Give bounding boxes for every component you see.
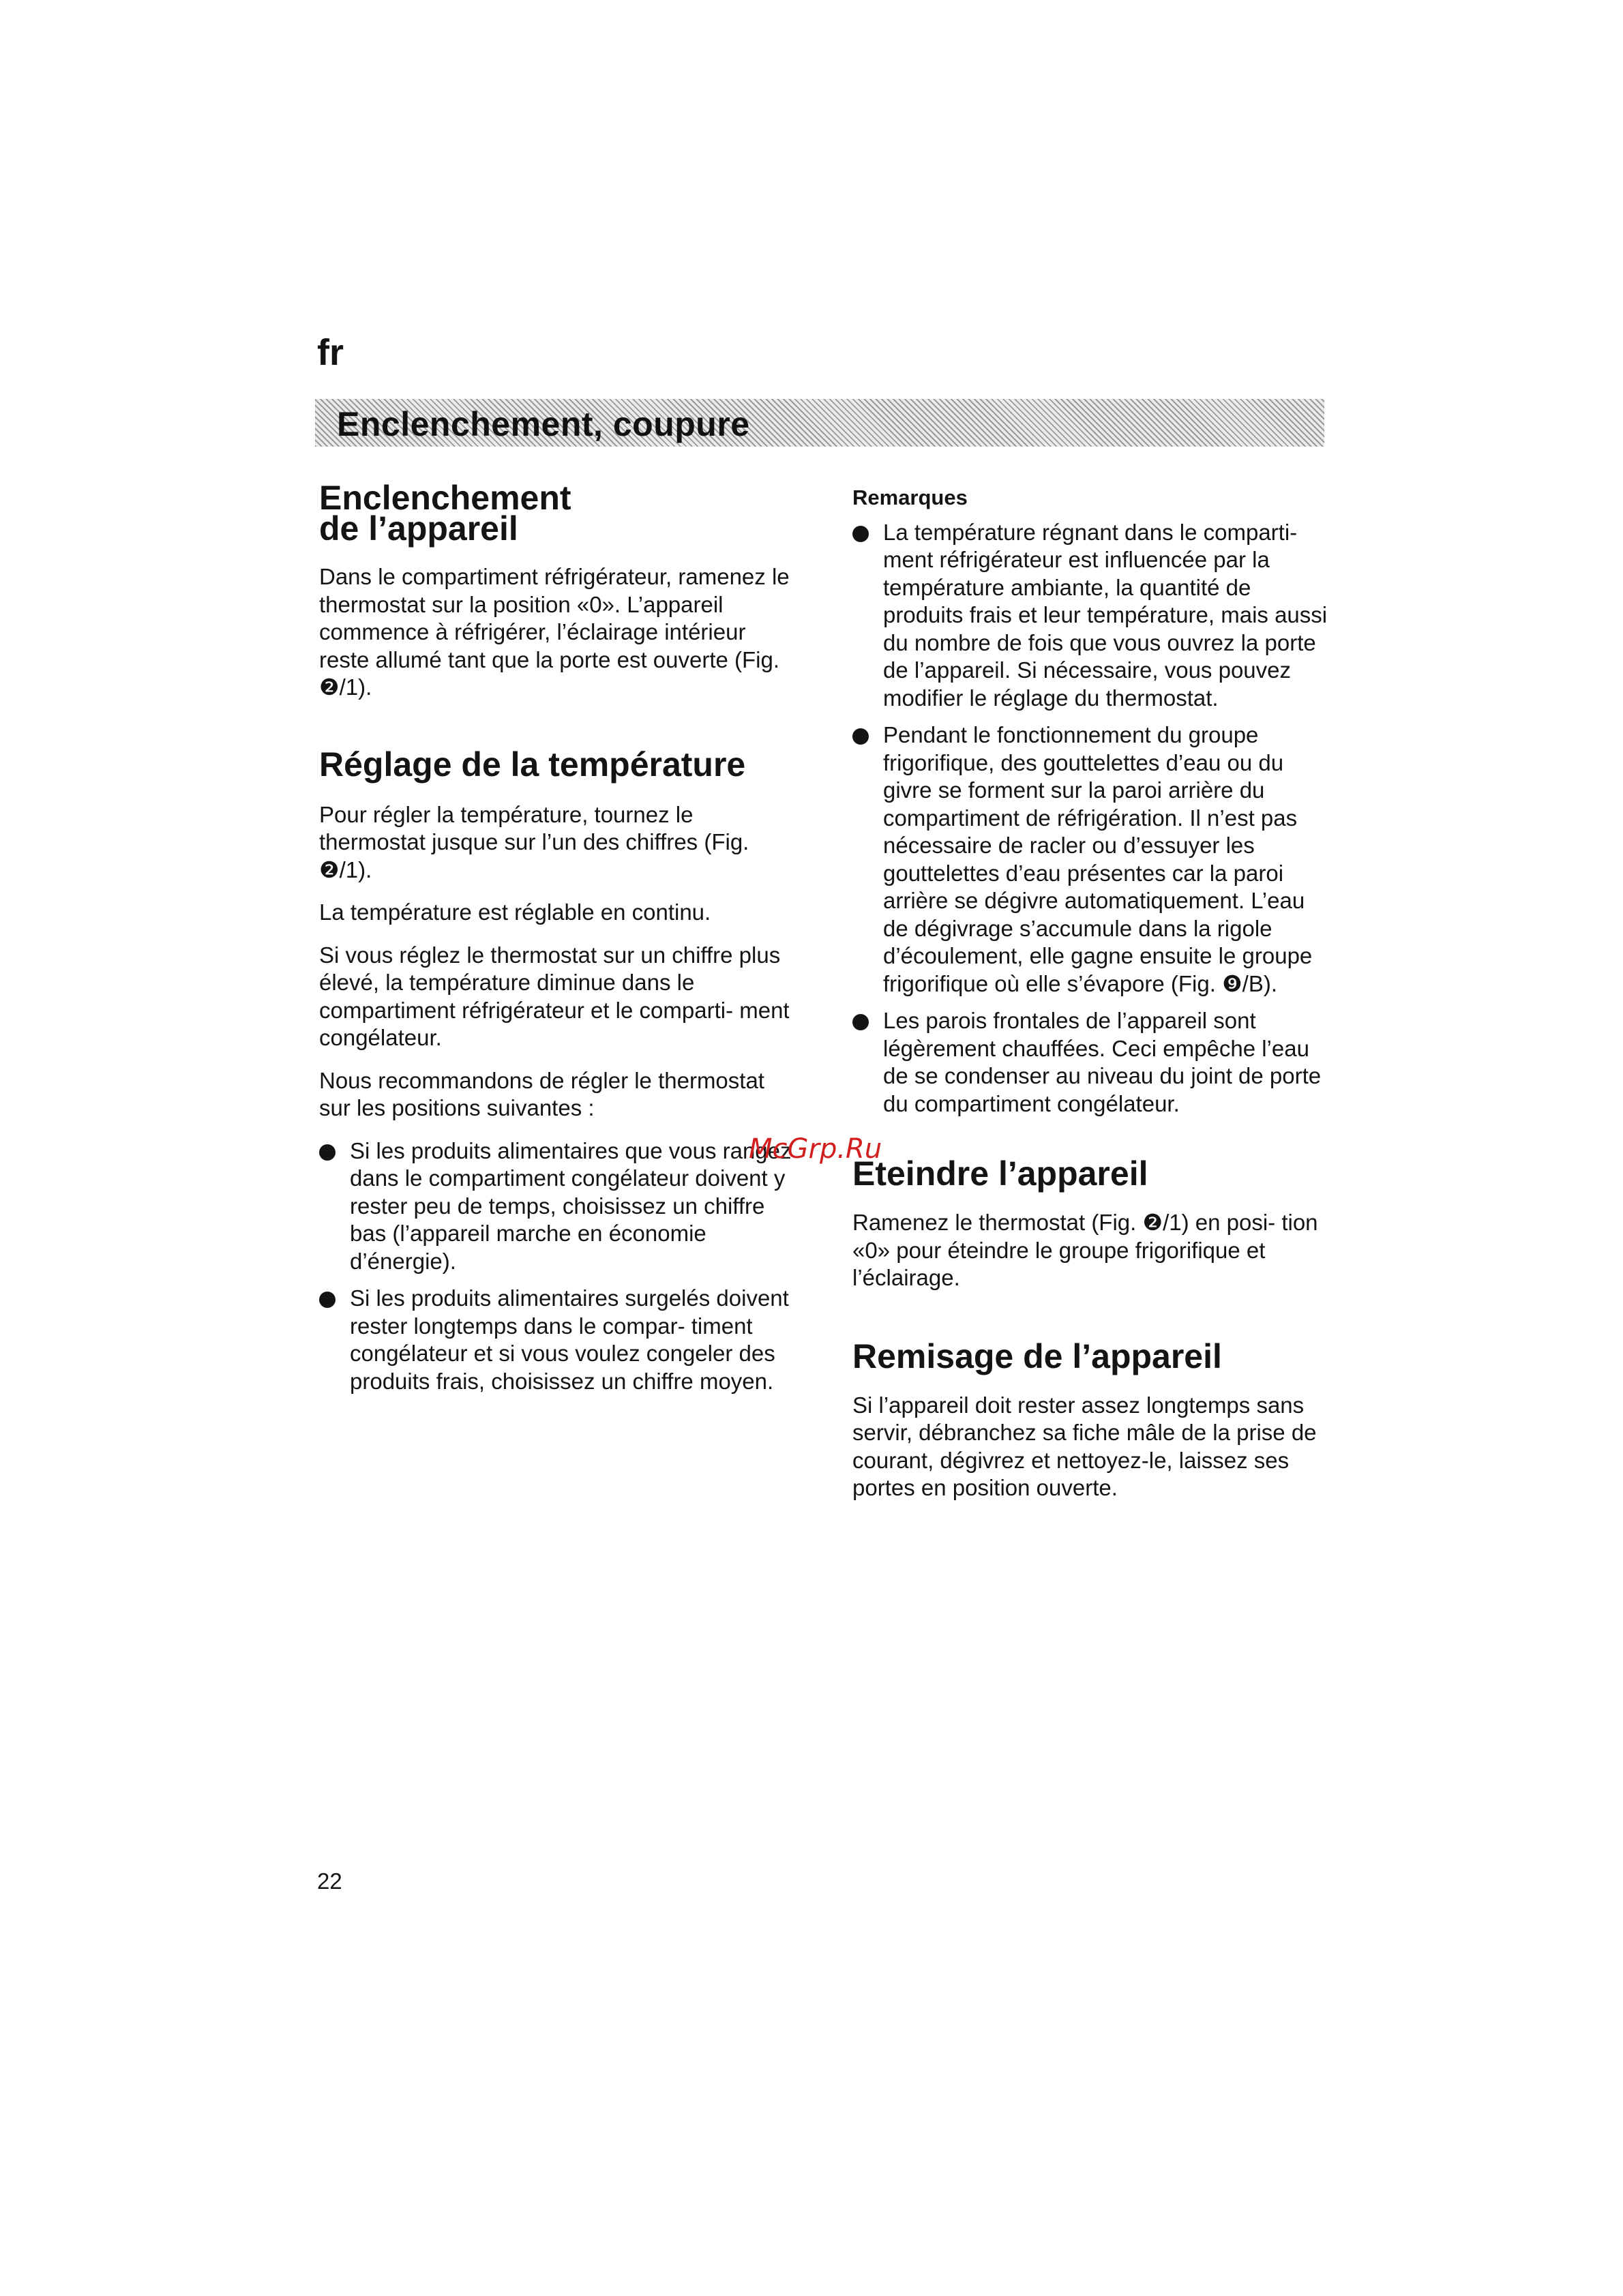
list-item: Si les produits alimentaires surgelés doivent rester longtemps dans le compar- timent congélateur et si vous voulez congeler des produits frais, choisissez un chiffre moyen. [319,1285,796,1395]
bullet-dot-icon [852,728,869,745]
heading-switch-on [319,479,796,548]
section-title: Enclenchement, coupure [337,405,750,443]
paragraph-temperature-2: La température est réglable en continu. [319,899,711,925]
paragraph-switch-on: Dans le compartiment réfrigérateur, ramenez le thermostat sur la position «0». L’appareil commence à réfrigérer, l’éclairage intérieur reste allumé tant que la porte est ouverte (Fig. ❷/1). [319,564,790,700]
paragraph-temperature-3: Si vous réglez le thermostat sur un chiffre plus élevé, la température diminue dans le compartiment réfrigérateur et le comparti- ment congélateur. [319,942,790,1050]
language-code: fr [317,332,344,373]
paragraph-temperature-4: Nous recommandons de régler le thermostat sur les positions suivantes : [319,1067,764,1120]
right-column [852,484,1330,1517]
paragraph-switch-off: Ramenez le thermostat (Fig. ❷/1) en posi- tion «0» pour éteindre le groupe frigorifique et l’éclairage. [852,1210,1318,1290]
heading-switch-on-line2: de l’appareil [319,509,518,548]
bullet-dot-icon [319,1144,336,1161]
remarks-heading: Remarques [852,486,968,509]
paragraph-storage: Si l’appareil doit rester assez longtemps sans servir, débranchez sa fiche mâle de la prise de courant, dégivrez et nettoyez-le, laissez ses portes en position ouverte. [852,1392,1317,1500]
page-number: 22 [317,1868,342,1894]
list-item: La température régnant dans le comparti- ment réfrigérateur est influencée par la température ambiante, la quantité de produits frais et leur température, mais aussi du nombre de fois que vous ouvrez la porte de l’appareil. Si nécessaire, vous pouvez modifier le réglage du thermostat. [852,519,1330,713]
section-banner [315,399,1324,447]
heading-temperature-setting: Réglage de la température [319,745,746,784]
left-column [319,479,796,1405]
heading-storage: Remisage de l’appareil [852,1337,1222,1375]
bullet-dot-icon [852,1014,869,1030]
heading-switch-off: Eteindre l’appareil [852,1154,1148,1193]
recommendation-list [319,1137,796,1396]
list-item: Si les produits alimentaires que vous rangez dans le compartiment congélateur doivent y rester peu de temps, choisissez un chiffre bas (l’appareil marche en économie d’énergie). [319,1137,796,1276]
remarks-list [852,519,1330,1118]
paragraph-temperature-1: Pour régler la température, tournez le thermostat jusque sur l’un des chiffres (Fig. ❷/1). [319,801,749,882]
list-item: Les parois frontales de l’appareil sont légèrement chauffées. Ceci empêche l’eau de se condenser au niveau du joint de porte du compartiment congélateur. [852,1007,1330,1118]
list-item: Pendant le fonctionnement du groupe frigorifique, des gouttelettes d’eau ou du givre se forment sur la paroi arrière du compartiment de réfrigération. Il n’est pas nécessaire de racler ou d’essuyer les gouttelettes d’eau présentes car la paroi arrière se dégivre automatiquement. L’eau de dégivrage s’accumule dans la rigole d’écoulement, elle gagne ensuite le groupe frigorifique où elle s’évapore (Fig. ❾/B). [852,721,1330,998]
bullet-dot-icon [852,526,869,542]
heading-switch-on-line1: Enclenchement [319,479,571,517]
bullet-dot-icon [319,1292,336,1308]
watermark: McGrp.Ru [749,1133,882,1165]
